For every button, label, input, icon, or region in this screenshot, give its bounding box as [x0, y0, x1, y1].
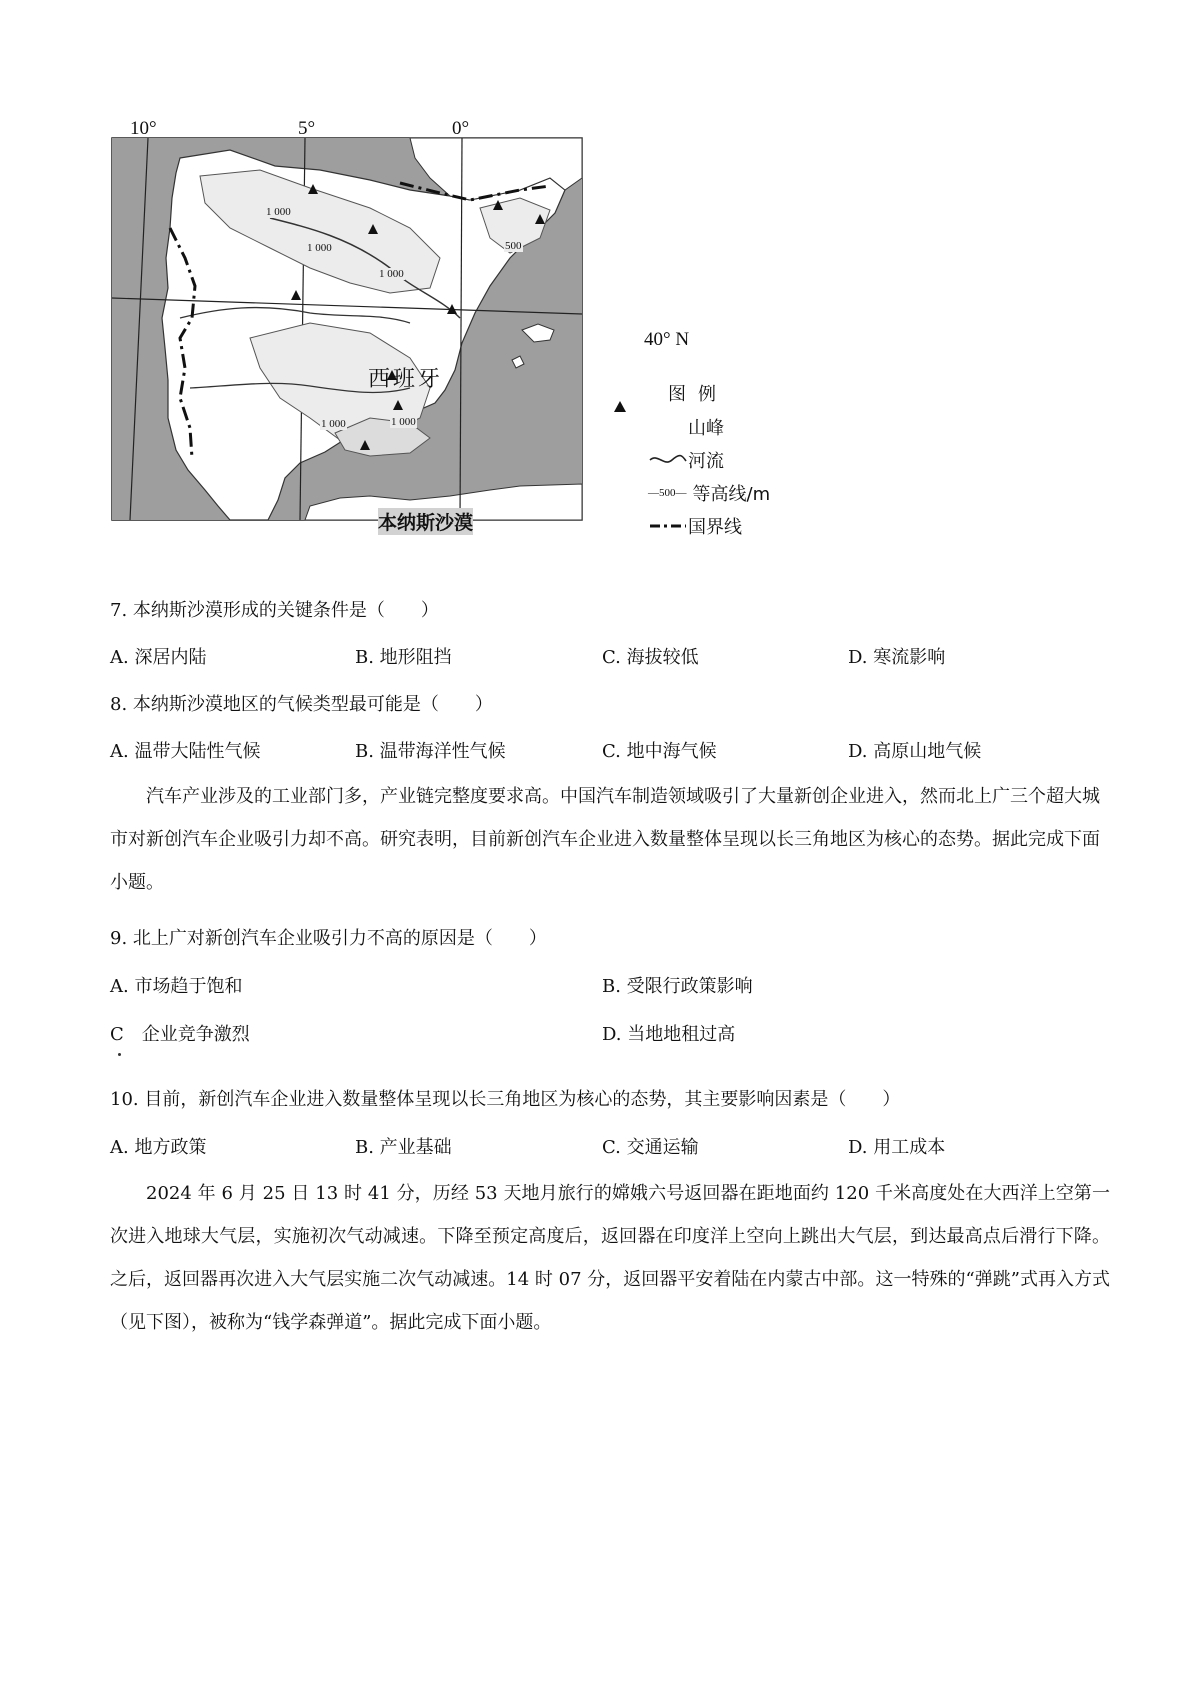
longitude-label-10: 10° [130, 118, 157, 139]
passage-chang-e-6-text: 2024 年 6 月 25 日 13 时 41 分，历经 53 天地月旅行的嫦娥六号返回器在距地面约 120 千米高度处在大西洋上空第一次进入地球大气层，实施初次气动减速。下降至预定高度后，返回器在印度洋上空向上跳出大气层，到达最高点后滑行下降。之后，返回器再次进入大气层实施二次气动减速。14 时 07 分，返回器平安着陆在内蒙古中部。这一特殊的“弹跳”式再入方式（见下图），被称为“钱学森弹道”。据此完成下面小题。 [110, 1183, 1110, 1333]
q8-option-b[interactable]: B. 温带海洋性气候 [355, 741, 506, 762]
q7-option-b[interactable]: B. 地形阻挡 [355, 647, 452, 668]
q9-option-d[interactable]: D. 当地地租过高 [602, 1024, 736, 1045]
contour-sample-value: 500 [659, 486, 676, 499]
passage-chang-e-6 [110, 1172, 1110, 1344]
legend-border-label: 国界线 [688, 516, 742, 538]
legend-row-contour [648, 476, 778, 509]
legend-peak-label: 山峰 [688, 417, 724, 439]
question-9-stem: 9. 北上广对新创汽车企业吸引力不高的原因是（ ） [110, 928, 547, 949]
longitude-label-0: 0° [452, 118, 470, 139]
q7-option-a[interactable]: A. 深居内陆 [110, 647, 207, 668]
desert-label: 本纳斯沙漠 [378, 508, 473, 535]
contour-label: 1 000 [379, 268, 404, 280]
longitude-label-5: 5° [298, 118, 316, 139]
q9-option-b[interactable]: B. 受限行政策影响 [602, 976, 753, 997]
q10-option-b[interactable]: B. 产业基础 [355, 1137, 452, 1158]
contour-label: 1 000 [266, 206, 291, 218]
q8-option-d[interactable]: D. 高原山地气候 [848, 741, 982, 762]
border-icon [648, 517, 688, 535]
contour-sample: —500— [648, 486, 687, 499]
country-label: 西班牙 [368, 367, 444, 392]
q10-option-a[interactable]: A. 地方政策 [110, 1137, 207, 1158]
legend-river-label: 河流 [688, 450, 724, 472]
legend-row-peak [648, 410, 778, 443]
legend-peak-symbol [614, 401, 626, 412]
q8-option-a[interactable]: A. 温带大陆性气候 [110, 741, 261, 762]
contour-label: 1 000 [321, 418, 346, 430]
river-icon [648, 451, 688, 469]
passage-auto-industry-text: 汽车产业涉及的工业部门多，产业链完整度要求高。中国汽车制造领域吸引了大量新创企业进入，然而北上广三个超大城市对新创汽车企业吸引力却不高。研究表明，目前新创汽车企业进入数量整体呈现以长三角地区为核心的态势。据此完成下面小题。 [110, 786, 1100, 893]
q10-option-d[interactable]: D. 用工成本 [848, 1137, 946, 1158]
question-7-stem: 7. 本纳斯沙漠形成的关键条件是（ ） [110, 600, 439, 621]
q8-option-c[interactable]: C. 地中海气候 [602, 741, 717, 762]
question-8-stem: 8. 本纳斯沙漠地区的气候类型最可能是（ ） [110, 694, 493, 715]
legend-row-river [648, 443, 778, 476]
contour-label: 1 000 [391, 416, 416, 428]
latitude-label-40n: 40° N [644, 329, 690, 350]
contour-label: 500 [505, 240, 522, 252]
stray-dot [118, 1053, 121, 1056]
question-10-stem: 10. 目前，新创汽车企业进入数量整体呈现以长三角地区为核心的态势，其主要影响因素是（ ） [110, 1089, 901, 1110]
legend-title: 图例 [668, 384, 728, 405]
q7-option-d[interactable]: D. 寒流影响 [848, 647, 946, 668]
map-legend [648, 380, 778, 542]
spain-map-figure [110, 118, 770, 568]
q9-option-c[interactable]: C 企业竞争激烈 [110, 1024, 250, 1045]
q9-option-a[interactable]: A. 市场趋于饱和 [110, 976, 243, 997]
legend-row-border [648, 509, 778, 542]
contour-label: 1 000 [307, 242, 332, 254]
legend-contour-label: 等高线/m [692, 483, 771, 505]
q10-option-c[interactable]: C. 交通运输 [602, 1137, 699, 1158]
peak-icon [648, 418, 688, 436]
q7-option-c[interactable]: C. 海拔较低 [602, 647, 699, 668]
passage-auto-industry [110, 775, 1100, 904]
